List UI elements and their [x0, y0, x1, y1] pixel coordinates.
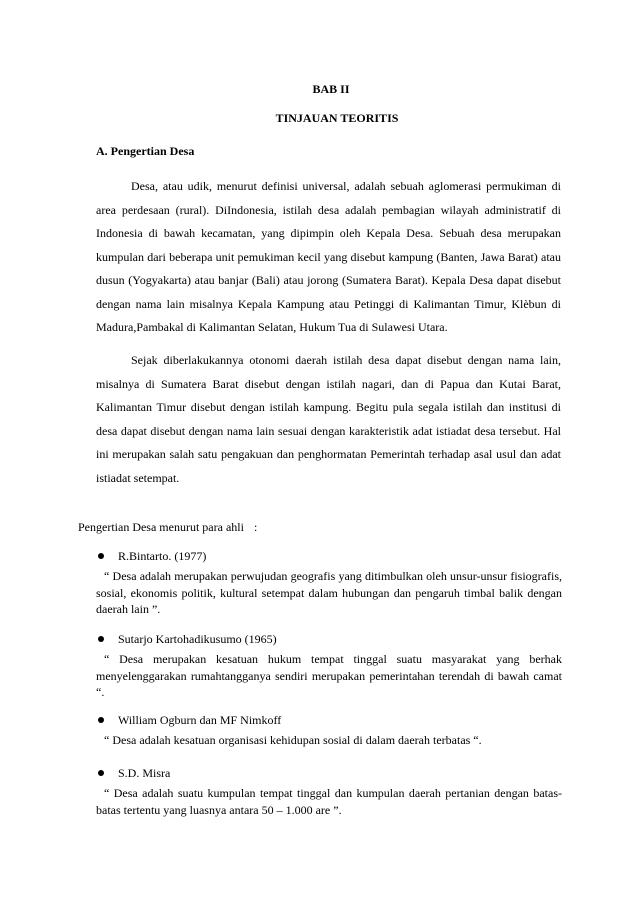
expert-name: R.Bintarto. (1977) [118, 549, 207, 563]
expert-quote: “ Desa adalah suatu kumpulan tempat tinggal dan kumpulan daerah pertanian dengan batas-batas tertentu yang luasnya antara 50 – 1.000 are ”. [96, 786, 562, 817]
paragraph-definition: Desa, atau udik, menurut definisi universal, adalah sebuah aglomerasi permukiman di area perdesaan (rural). DiIndonesia, istilah desa adalah pembagian wilayah administratif di Indonesia di bawah kecamatan, yang dipimpin oleh Kepala Desa. Sebuah desa merupakan kumpulan dari beberapa unit pemukiman kecil yang disebut kampung (Banten, Jawa Barat) atau dusun (Yogyakarta) atau banjar (Bali) atau jorong (Sumatera Barat). Kepala Desa dapat disebut dengan nama lain misalnya Kepala Kampung atau Petinggi di Kalimantan Timur, Klèbun di Madura,Pambakal di Kalimantan Selatan, Hukum Tua di Sulawesi Utara. [96, 179, 561, 334]
experts-intro [78, 520, 257, 535]
chapter-label: BAB II [312, 82, 350, 96]
bullet-icon [98, 636, 104, 642]
paragraph-otonomi: Sejak diberlakukannya otonomi daerah istilah desa dapat disebut dengan nama lain, misalnya di Sumatera Barat disebut dengan istilah nagari, dan di Papua dan Kutai Barat, Kalimantan Timur disebut dengan istilah kampung. Begitu pula segala istilah dan institusi di desa dapat disebut dengan nama lain sesuai dengan karakteristik adat istiadat desa tersebut. Hal ini merupakan salah satu pengakuan dan penghormatan Pemerintah terhadap asal usul dan adat istiadat setempat. [96, 353, 561, 485]
expert-item [96, 712, 562, 749]
expert-name: S.D. Misra [118, 766, 171, 780]
expert-name-row [96, 765, 562, 781]
expert-item [96, 631, 562, 701]
expert-name-row [96, 712, 562, 728]
expert-item [96, 548, 562, 618]
expert-name-row [96, 548, 562, 564]
expert-name: William Ogburn dan MF Nimkoff [118, 713, 282, 727]
expert-name-row [96, 631, 562, 647]
experts-intro-colon: : [253, 520, 258, 534]
experts-intro-label: Pengertian Desa menurut para ahli [78, 520, 244, 534]
expert-quote: “ Desa adalah merupakan perwujudan geografis yang ditimbulkan oleh unsur-unsur fisiografis, sosial, ekonomis politik, kultural setempat dalam hubungan dan pengaruh timbal balik dengan daerah lain ”. [96, 569, 562, 616]
expert-quote: “ Desa merupakan kesatuan hukum tempat tinggal suatu masyarakat yang berhak menyelenggarakan rumahtangganya sendiri merupakan pemerintahan terendah di bawah camat “. [96, 652, 562, 699]
bullet-icon [98, 717, 104, 723]
expert-quote: “ Desa adalah kesatuan organisasi kehidupan sosial di dalam daerah terbatas “. [104, 733, 482, 747]
expert-name: Sutarjo Kartohadikusumo (1965) [118, 632, 277, 646]
expert-item [96, 765, 562, 818]
bullet-icon [98, 553, 104, 559]
section-title: A. Pengertian Desa [96, 144, 195, 158]
bullet-icon [98, 770, 104, 776]
chapter-title: TINJAUAN TEORITIS [275, 111, 399, 125]
